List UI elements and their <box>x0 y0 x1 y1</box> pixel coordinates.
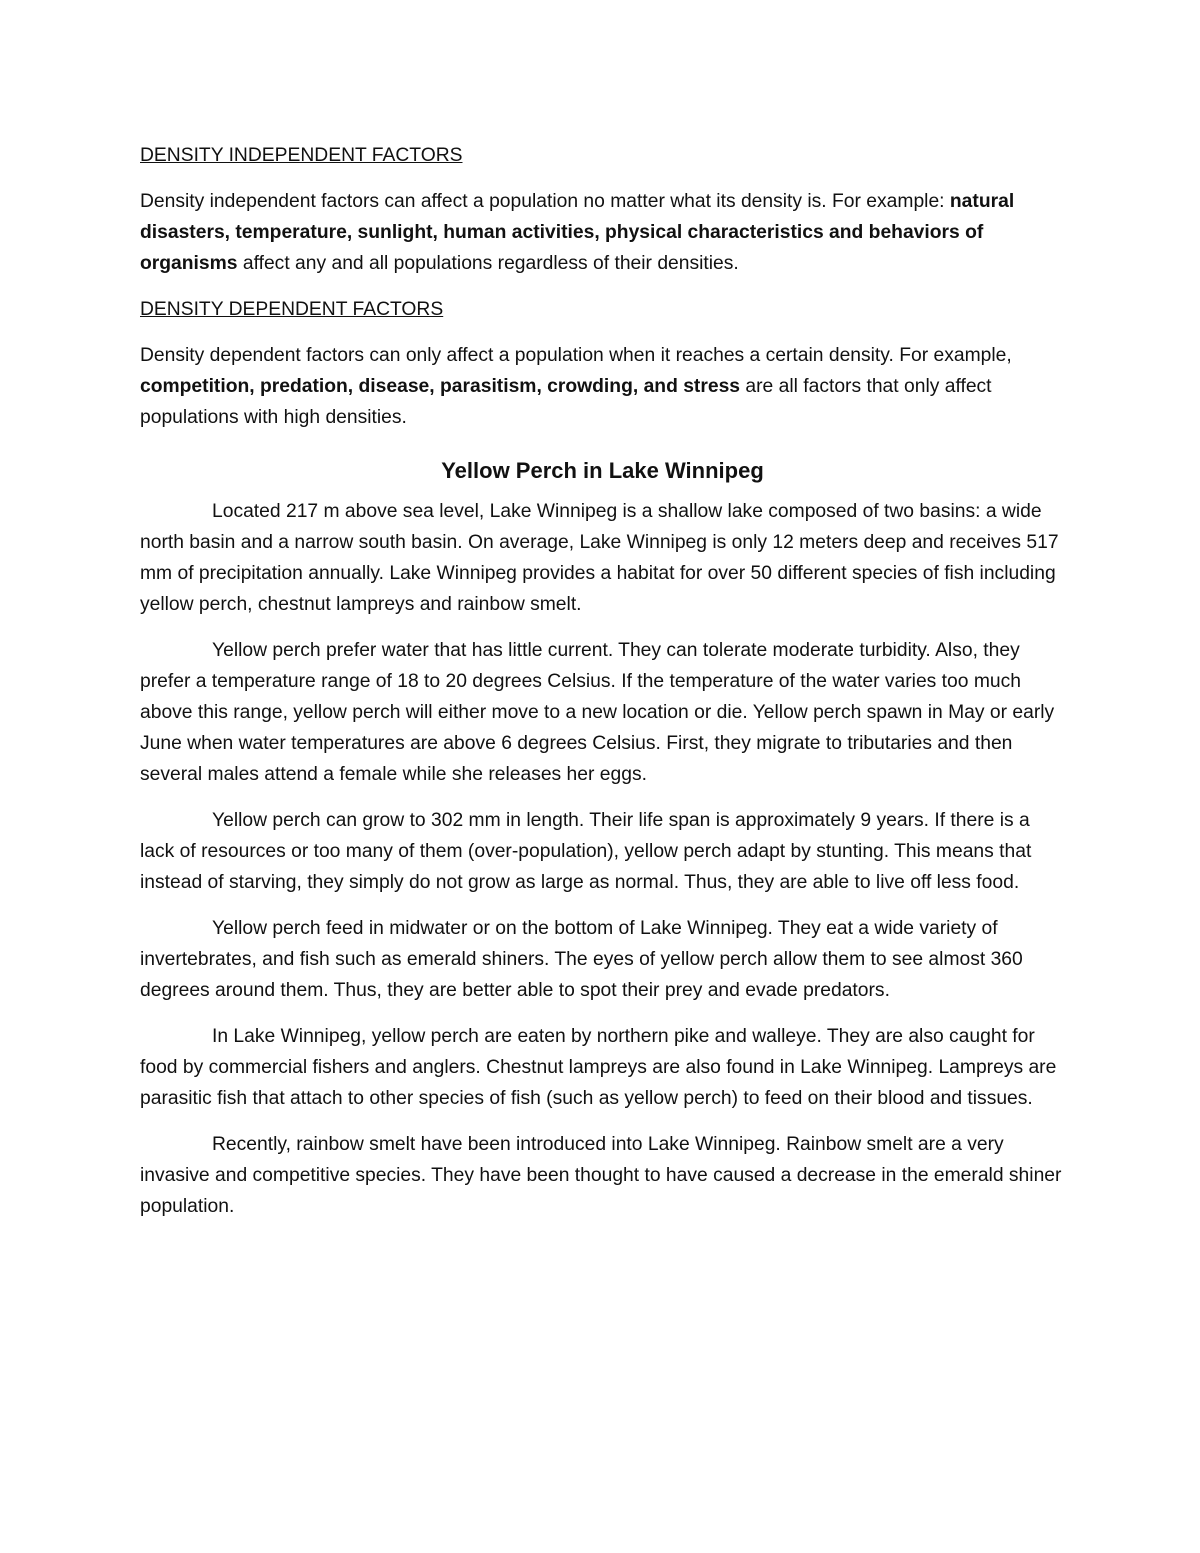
dependent-text-b: are all factors that only affect populations with high densities. <box>140 376 992 428</box>
independent-text-a: Density independent factors can affect a population no matter what its density is. For example: <box>140 191 950 212</box>
independent-text-b: affect any and all populations regardless of their densities. <box>237 253 739 274</box>
density-independent-heading: DENSITY INDEPENDENT FACTORS <box>140 145 463 166</box>
document-page <box>140 140 1065 1237</box>
dependent-bold-examples: competition, predation, disease, parasitism, crowding, and stress <box>140 376 741 397</box>
article-paragraph: Recently, rainbow smelt have been introduced into Lake Winnipeg. Rainbow smelt are a very invasive and competitive species. They have been thought to have caused a decrease in the emerald shiner population. <box>140 1134 1062 1217</box>
dependent-text-a: Density dependent factors can only affect a population when it reaches a certain density. For example, <box>140 345 1012 366</box>
article-title: Yellow Perch in Lake Winnipeg <box>441 458 764 483</box>
article-paragraph: In Lake Winnipeg, yellow perch are eaten by northern pike and walleye. They are also caught for food by commercial fishers and anglers. Chestnut lampreys are also found in Lake Winnipeg. Lampreys are parasitic fish that attach to other species of fish (such as yellow perch) to feed on their blood and tissues. <box>140 1026 1057 1109</box>
density-dependent-heading: DENSITY DEPENDENT FACTORS <box>140 299 444 320</box>
article-paragraph: Located 217 m above sea level, Lake Winnipeg is a shallow lake composed of two basins: a wide north basin and a narrow south basin. On average, Lake Winnipeg is only 12 meters deep and receives 517 mm of precipitation annually. Lake Winnipeg provides a habitat for over 50 different species of fish including yellow perch, chestnut lampreys and rainbow smelt. <box>140 501 1059 615</box>
article-paragraph: Yellow perch can grow to 302 mm in length. Their life span is approximately 9 years. If there is a lack of resources or too many of them (over-population), yellow perch adapt by stunting. This means that instead of starving, they simply do not grow as large as normal. Thus, they are able to live off less food. <box>140 810 1032 893</box>
article-paragraph: Yellow perch prefer water that has little current. They can tolerate moderate turbidity. Also, they prefer a temperature range of 18 to 20 degrees Celsius. If the temperature of the water varies too much above this range, yellow perch will either move to a new location or die. Yellow perch spawn in May or early June when water temperatures are above 6 degrees Celsius. First, they migrate to tributaries and then several males attend a female while she releases her eggs. <box>140 640 1055 785</box>
density-dependent-paragraph <box>140 340 1065 433</box>
density-independent-paragraph <box>140 186 1065 279</box>
independent-bold-examples: natural disasters, temperature, sunlight, human activities, physical characteristics and behaviors of organisms <box>140 191 1015 274</box>
article-paragraph: Yellow perch feed in midwater or on the bottom of Lake Winnipeg. They eat a wide variety of invertebrates, and fish such as emerald shiners. The eyes of yellow perch allow them to see almost 360 degrees around them. Thus, they are better able to spot their prey and evade predators. <box>140 918 1023 1001</box>
